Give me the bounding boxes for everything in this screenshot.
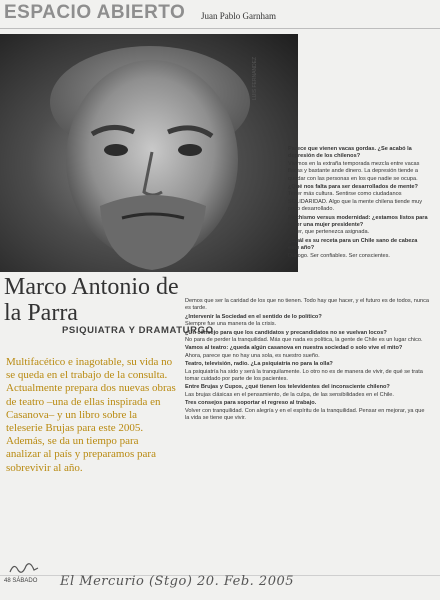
question: Entre Brujas y Cupos, ¿qué tienen los televidentes del inconsciente chileno?: [185, 384, 390, 391]
answer: No para de perder la tranquilidad. Más que nada es política, la gente de Chile es un lugar chico.: [185, 337, 423, 344]
answer: La psiquiatría ha sido y será la tranquilamente. Lo otro no es de manera de vivir, de qué se trata tomar cuidado por parte de los pacientes.: [185, 368, 423, 383]
profile-name: Marco Antonio de la Parra: [4, 274, 179, 326]
question: Teatro, televisión, radio. ¿La psiquiatría no para la olla?: [185, 361, 333, 368]
page-number: 48: [4, 578, 11, 584]
answer: Diálogo. Ser confiables. Ser conscientes.: [288, 252, 390, 259]
footer-page-label: [4, 578, 37, 584]
answer: Tener más cultura. Sentirse como ciudadanos SOLIDARIDAD. Algo que la mente chilena tiende muy poco desarrollado.: [288, 191, 423, 213]
question: ¿Intervenir la Sociedad en el sentido de lo político?: [185, 313, 322, 320]
question: ¿Cuál es su receta para un Chile sano de cabeza este año?: [288, 237, 418, 252]
header-rule: [0, 28, 440, 29]
magazine-name: SÁBADO: [12, 578, 38, 584]
question: ¿Un consejo para que los candidatos y precandidatos no se vuelvan locos?: [185, 329, 387, 336]
answer: Demos que ser la caridad de los que no tienen. Todo hay que hacer, y el futuro es de todos, nunca es tarde.: [185, 298, 430, 312]
section-title: ESPACIO ABIERTO: [4, 2, 186, 23]
answer: Vivimos en la extraña temporada mezcla entre vacas flacas y bastante ande dinero. La depresión tiende a quedar con las personas en los que nadie se ocupa.: [288, 160, 420, 182]
answer: Mujer, que pertenezca asignada.: [288, 229, 370, 236]
question: Machismo versus modernidad: ¿estamos listos para tener una mujer presidente?: [288, 214, 428, 229]
question: Vamos al teatro: ¿queda algún casanova en nuestra sociedad o solo vive el mito?: [185, 345, 403, 352]
question: Parece que vienen vacas gordas. ¿Se acabó la depresión de los chilenos?: [288, 146, 412, 160]
question: Tres consejos para soportar el regreso al trabajo.: [185, 400, 317, 407]
question: ¿Qué nos falta para ser desarrollados de mente?: [288, 184, 418, 191]
interview-column-lower: [185, 298, 430, 424]
signature-scribble: [8, 560, 40, 576]
byline: Juan Pablo Garnham: [201, 11, 276, 21]
answer: Siempre fue una manera de la crisis.: [185, 321, 277, 328]
answer: Volver con tranquilidad. Con alegría y en el espíritu de la tranquilidad. Pensar en mejorar, ya que la vida se tiene que vivir.: [185, 407, 425, 422]
answer: Las brujas clásicas en el pensamiento, de la culpa, de las sensibilidades en el Chile.: [185, 391, 394, 398]
answer: Ahora, parece que no hay una sola, es nuestro sueño.: [185, 352, 320, 359]
interview-column-upper: [288, 146, 428, 261]
photo-credit: LUIS FERNANDEZ: [252, 56, 258, 100]
profile-role: PSIQUIATRA Y DRAMATURGO: [62, 325, 214, 336]
lead-paragraph: Multifacético e inagotable, su vida no se queda en el trabajo de la consulta. Actualmente prepara dos nuevas obras de teatro –una de ellas inspirada en Casanova– y un libro sobre la teleserie Brujas para este 2005. Además, se da un tiempo para analizar al país y preparamos para sobrevivir al año.: [6, 356, 176, 474]
handwritten-note: El Mercurio (Stgo) 20. Feb. 2005: [60, 574, 295, 589]
